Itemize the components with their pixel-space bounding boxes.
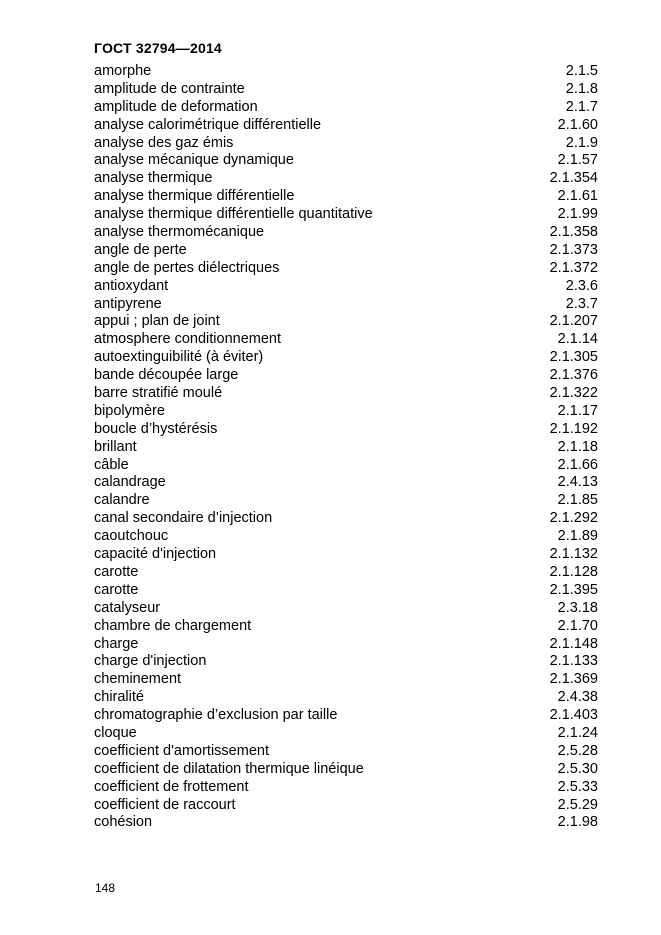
index-entry (94, 331, 598, 349)
index-entry (94, 671, 598, 689)
index-term: caoutchouc (94, 528, 169, 545)
index-reference-number: 2.1.207 (549, 313, 598, 330)
index-entry (94, 403, 598, 421)
index-reference-number: 2.1.89 (557, 528, 598, 545)
index-entry (94, 367, 598, 385)
index-reference-number: 2.5.29 (557, 796, 598, 813)
index-term: amplitude de deformation (94, 98, 258, 115)
index-entry (94, 385, 598, 403)
index-reference-number: 2.1.8 (565, 80, 598, 97)
index-entry (94, 224, 598, 242)
index-term: autoextinguibilité (à éviter) (94, 349, 264, 366)
index-entry (94, 797, 598, 815)
index-entry (94, 564, 598, 582)
index-entry (94, 814, 598, 832)
index-term: bipolymère (94, 402, 165, 419)
index-reference-number: 2.1.61 (557, 188, 598, 205)
index-reference-number: 2.4.38 (557, 689, 598, 706)
index-entry (94, 313, 598, 331)
index-term: angle de perte (94, 241, 187, 258)
index-reference-number: 2.1.403 (549, 707, 598, 724)
term-index-list (94, 63, 598, 832)
index-reference-number: 2.1.133 (549, 653, 598, 670)
index-term: antipyrene (94, 295, 162, 312)
index-entry (94, 421, 598, 439)
index-term: charge d'injection (94, 653, 207, 670)
index-term: bande découpée large (94, 367, 239, 384)
index-reference-number: 2.1.18 (557, 438, 598, 455)
index-reference-number: 2.1.98 (557, 814, 598, 831)
index-entry (94, 636, 598, 654)
index-entry (94, 117, 598, 135)
index-entry (94, 743, 598, 761)
index-term: atmosphere conditionnement (94, 331, 282, 348)
index-entry (94, 99, 598, 117)
index-entry (94, 761, 598, 779)
index-reference-number: 2.1.132 (549, 546, 598, 563)
index-reference-number: 2.1.7 (565, 98, 598, 115)
index-term: coefficient de dilatation thermique linéique (94, 760, 364, 777)
index-reference-number: 2.5.28 (557, 742, 598, 759)
index-entry (94, 135, 598, 153)
index-entry (94, 152, 598, 170)
index-entry (94, 779, 598, 797)
index-reference-number: 2.1.322 (549, 385, 598, 402)
index-reference-number: 2.5.33 (557, 778, 598, 795)
index-reference-number: 2.1.85 (557, 492, 598, 509)
index-reference-number: 2.4.13 (557, 474, 598, 491)
index-reference-number: 2.1.192 (549, 420, 598, 437)
page-number: 148 (95, 881, 116, 895)
index-entry (94, 600, 598, 618)
index-reference-number: 2.1.99 (557, 206, 598, 223)
index-term: cheminement (94, 671, 182, 688)
index-reference-number: 2.1.372 (549, 259, 598, 276)
index-reference-number: 2.1.395 (549, 581, 598, 598)
index-entry (94, 707, 598, 725)
index-term: calandre (94, 492, 150, 509)
index-entry (94, 188, 598, 206)
index-reference-number: 2.5.30 (557, 760, 598, 777)
index-term: analyse des gaz émis (94, 134, 234, 151)
index-term: coefficient de raccourt (94, 796, 236, 813)
index-term: chromatographie d’exclusion par taille (94, 707, 338, 724)
index-reference-number: 2.1.60 (557, 116, 598, 133)
index-entry (94, 439, 598, 457)
index-entry (94, 725, 598, 743)
index-entry (94, 653, 598, 671)
index-reference-number: 2.3.7 (565, 295, 598, 312)
index-term: chambre de chargement (94, 617, 252, 634)
index-term: coefficient de frottement (94, 778, 249, 795)
index-term: analyse thermique (94, 170, 213, 187)
index-entry (94, 689, 598, 707)
index-term: analyse thermomécanique (94, 224, 265, 241)
index-term: barre stratifié moulé (94, 385, 223, 402)
index-entry (94, 260, 598, 278)
index-term: boucle d’hystérésis (94, 420, 218, 437)
index-entry (94, 582, 598, 600)
index-term: analyse mécanique dynamique (94, 152, 294, 169)
index-reference-number: 2.1.24 (557, 724, 598, 741)
index-reference-number: 2.1.128 (549, 563, 598, 580)
index-entry (94, 81, 598, 99)
index-term: câble (94, 456, 129, 473)
index-reference-number: 2.1.66 (557, 456, 598, 473)
index-term: charge (94, 635, 139, 652)
index-reference-number: 2.1.376 (549, 367, 598, 384)
index-term: analyse thermique différentielle quantitative (94, 206, 373, 223)
index-reference-number: 2.3.18 (557, 599, 598, 616)
index-term: chiralité (94, 689, 144, 706)
index-term: calandrage (94, 474, 166, 491)
index-term: carotte (94, 581, 139, 598)
index-term: appui ; plan de joint (94, 313, 220, 330)
index-term: canal secondaire d’injection (94, 510, 273, 527)
index-entry (94, 278, 598, 296)
index-entry (94, 296, 598, 314)
index-entry (94, 457, 598, 475)
index-reference-number: 2.1.57 (557, 152, 598, 169)
index-entry (94, 474, 598, 492)
index-entry (94, 170, 598, 188)
index-reference-number: 2.1.9 (565, 134, 598, 151)
index-term: amplitude de contrainte (94, 80, 245, 97)
index-reference-number: 2.1.148 (549, 635, 598, 652)
index-reference-number: 2.1.373 (549, 241, 598, 258)
index-reference-number: 2.1.354 (549, 170, 598, 187)
index-entry (94, 206, 598, 224)
page-header-title: ГОСТ 32794—2014 (94, 40, 222, 56)
index-entry (94, 492, 598, 510)
index-reference-number: 2.1.369 (549, 671, 598, 688)
index-reference-number: 2.1.305 (549, 349, 598, 366)
index-entry (94, 546, 598, 564)
index-term: cohésion (94, 814, 153, 831)
index-reference-number: 2.1.17 (557, 402, 598, 419)
index-term: analyse thermique différentielle (94, 188, 295, 205)
index-term: antioxydant (94, 277, 169, 294)
index-entry (94, 510, 598, 528)
index-term: analyse calorimétrique différentielle (94, 116, 322, 133)
index-reference-number: 2.1.292 (549, 510, 598, 527)
index-reference-number: 2.1.5 (565, 63, 598, 79)
index-entry (94, 349, 598, 367)
index-entry (94, 63, 598, 81)
index-entry (94, 242, 598, 260)
index-reference-number: 2.1.14 (557, 331, 598, 348)
index-term: brillant (94, 438, 137, 455)
index-term: capacité d'injection (94, 546, 217, 563)
index-term: amorphe (94, 63, 152, 79)
index-reference-number: 2.1.70 (557, 617, 598, 634)
index-term: carotte (94, 563, 139, 580)
index-entry (94, 618, 598, 636)
index-term: catalyseur (94, 599, 161, 616)
index-term: cloque (94, 724, 137, 741)
index-reference-number: 2.3.6 (565, 277, 598, 294)
index-term: angle de pertes diélectriques (94, 259, 280, 276)
index-entry (94, 528, 598, 546)
index-reference-number: 2.1.358 (549, 224, 598, 241)
index-term: coefficient d'amortissement (94, 742, 269, 759)
